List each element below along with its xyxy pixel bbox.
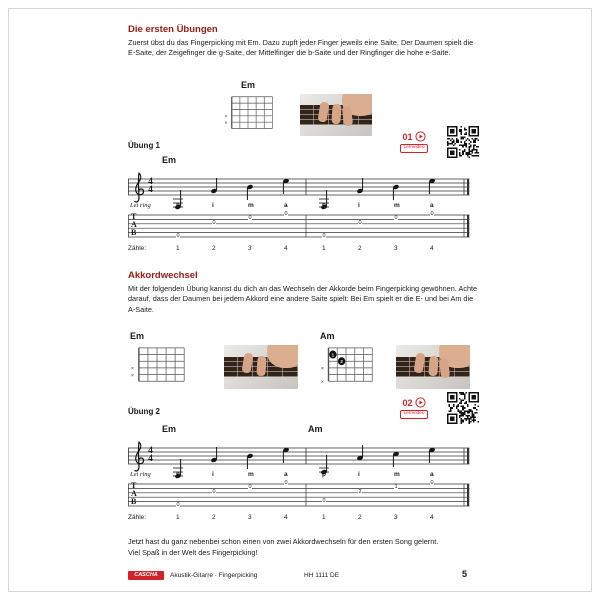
tab-fret-number: 0: [176, 502, 180, 508]
count-number: 2: [212, 245, 216, 252]
finger-letter: i: [212, 202, 214, 209]
count-number: 3: [394, 514, 398, 521]
video-number-1: 01: [402, 131, 413, 142]
tab-letter-a: A: [131, 489, 137, 498]
finger-letter: i: [358, 471, 360, 478]
chord-label-em-top: Em: [240, 80, 255, 90]
count-number: 3: [248, 245, 252, 252]
tab-fret-number: 0: [322, 497, 326, 504]
tab-fret-number: 0: [430, 480, 434, 486]
video-badge-2: [391, 397, 437, 419]
tab-fret-number: 0: [430, 211, 434, 217]
chord-symbol: Em: [162, 155, 177, 165]
count-number: 4: [430, 245, 434, 252]
svg-text:×: ×: [224, 120, 228, 127]
svg-text:2: 2: [340, 358, 343, 364]
count-number: 2: [358, 245, 362, 252]
finger-letter: p: [322, 202, 326, 209]
let-ring-text: Let ring: [130, 202, 151, 209]
svg-text:×: ×: [130, 366, 135, 373]
page-number: 5: [462, 569, 468, 579]
count-number: 4: [430, 514, 434, 521]
finger-image: [428, 355, 438, 376]
finger-image: [256, 355, 266, 376]
video-label-1: Lernvideo: [400, 144, 427, 153]
count-row-label: Zähle:: [128, 514, 147, 521]
count-number: 2: [212, 514, 216, 521]
count-number: 2: [358, 514, 362, 521]
photo-em-hand: [224, 345, 298, 389]
finger-letter: m: [248, 471, 254, 478]
tab-fret-number: 0: [358, 219, 362, 226]
finger-letter: p: [176, 202, 180, 209]
count-number: 3: [394, 245, 398, 252]
closing-line-2: Viel Spaß in der Welt des Fingerpicking!: [128, 547, 258, 557]
footer-series-title: Akustik-Gitarre · Fingerpicking: [170, 572, 258, 579]
treble-clef-icon: [135, 442, 144, 471]
publisher-logo: CASCHA: [128, 571, 164, 580]
finger-letter: i: [212, 471, 214, 478]
finger-letter: a: [284, 202, 288, 209]
photo-fingerpicking-hand-1: [300, 94, 372, 136]
staff: [128, 165, 470, 217]
tab-fret-number: 0: [248, 215, 252, 222]
closing-paragraph: [128, 537, 478, 558]
footer-catalog-code: HH 1111 DE: [304, 572, 340, 579]
finger-letter: i: [358, 202, 360, 209]
tab-letter-t: T: [131, 481, 137, 490]
svg-text:×: ×: [320, 365, 324, 373]
chord-diagram-am-mid: [318, 345, 374, 387]
count-number: 4: [284, 245, 288, 252]
count-number: 1: [176, 514, 180, 521]
finger-letter: m: [394, 471, 400, 478]
play-icon[interactable]: [415, 397, 426, 408]
play-icon[interactable]: [415, 131, 426, 142]
time-signature-top: 4: [148, 177, 153, 187]
time-signature-top: 4: [148, 446, 153, 456]
exercise-2-title: Übung 2: [128, 407, 160, 416]
finger-letter: a: [430, 202, 434, 209]
svg-text:×: ×: [130, 372, 135, 379]
tab-fret-number: 0: [394, 215, 398, 222]
finger-letter: p: [176, 471, 180, 478]
count-row-label: Zähle:: [128, 245, 147, 252]
finger-letter: m: [248, 202, 254, 209]
tab-fret-number: 0: [284, 211, 288, 217]
chord-label-am-mid: Am: [320, 331, 335, 341]
notation-system-2: [128, 424, 470, 528]
chord-diagram-em-mid: [128, 345, 186, 387]
count-number: 1: [322, 514, 326, 521]
closing-line-1: Jetzt hast du ganz nebenbei schon einen von zwei Akkordwechseln für den ersten Song gelernt.: [128, 537, 439, 546]
finger-letter: p: [322, 471, 326, 478]
photo-am-hand: [396, 345, 470, 389]
time-signature-bottom: 4: [148, 454, 153, 464]
treble-clef-icon: [135, 173, 144, 202]
tab-letter-t: T: [131, 212, 137, 221]
let-ring-text: Let ring: [130, 471, 151, 478]
tab-fret-number: 0: [322, 233, 326, 239]
count-number: 1: [176, 245, 180, 252]
count-number: 1: [322, 245, 326, 252]
tab-fret-number: 0: [248, 484, 252, 491]
video-label-2: Lernvideo: [400, 410, 427, 419]
finger-letter: a: [284, 471, 288, 478]
tab-fret-number: 0: [176, 233, 180, 239]
intro-paragraph: Zuerst übst du das Fingerpicking mit Em. Dazu zupft jeder Finger jeweils eine Saite. Der Daumen spielt die E-Saite, der Zeigefinger die g-Saite, der Mittelfinger die b-Saite und der Ringfinger die hohe e-Saite.: [128, 38, 474, 58]
svg-text:×: ×: [224, 113, 228, 121]
exercise-1-title: Übung 1: [128, 141, 160, 150]
staff: [128, 434, 470, 486]
tab-letter-b: B: [131, 228, 137, 237]
chord-diagram-em-top: [222, 94, 274, 134]
chord-symbol: Em: [162, 424, 177, 434]
tab-letter-b: B: [131, 497, 137, 506]
section-heading-first-exercises: Die ersten Übungen: [128, 24, 218, 35]
qr-code-1[interactable]: [447, 126, 479, 158]
video-badge-1: [391, 131, 437, 153]
svg-text:1: 1: [331, 352, 335, 358]
count-number: 4: [284, 514, 288, 521]
qr-code-2[interactable]: [447, 392, 479, 424]
notation-system-1: [128, 155, 470, 259]
finger-letter: a: [430, 471, 434, 478]
tab-fret-number: 1: [394, 484, 398, 491]
time-signature-bottom: 4: [148, 185, 153, 195]
tab-fret-number: 0: [212, 488, 216, 495]
finger-image: [331, 104, 341, 125]
svg-text:×: ×: [320, 379, 324, 386]
count-number: 3: [248, 514, 252, 521]
chord-label-em-mid: Em: [130, 331, 145, 341]
tab-fret-number: 2: [358, 488, 362, 495]
video-number-2: 02: [402, 397, 413, 408]
chord-symbol: Am: [308, 424, 323, 434]
tab-fret-number: 0: [212, 219, 216, 226]
finger-letter: m: [394, 202, 400, 209]
section-heading-chord-change: Akkordwechsel: [128, 270, 198, 281]
tab-letter-a: A: [131, 220, 137, 229]
tab-fret-number: 0: [284, 480, 288, 486]
chord-change-paragraph: Mit der folgenden Übung kannst du dich an das Wechseln der Akkorde beim Fingerpicking gewöhnen. Achte darauf, dass der Daumen bei jedem Akkord eine andere Saite spielt: Bei Em spielt er die E- und bei Am die A-Saite.: [128, 284, 478, 314]
